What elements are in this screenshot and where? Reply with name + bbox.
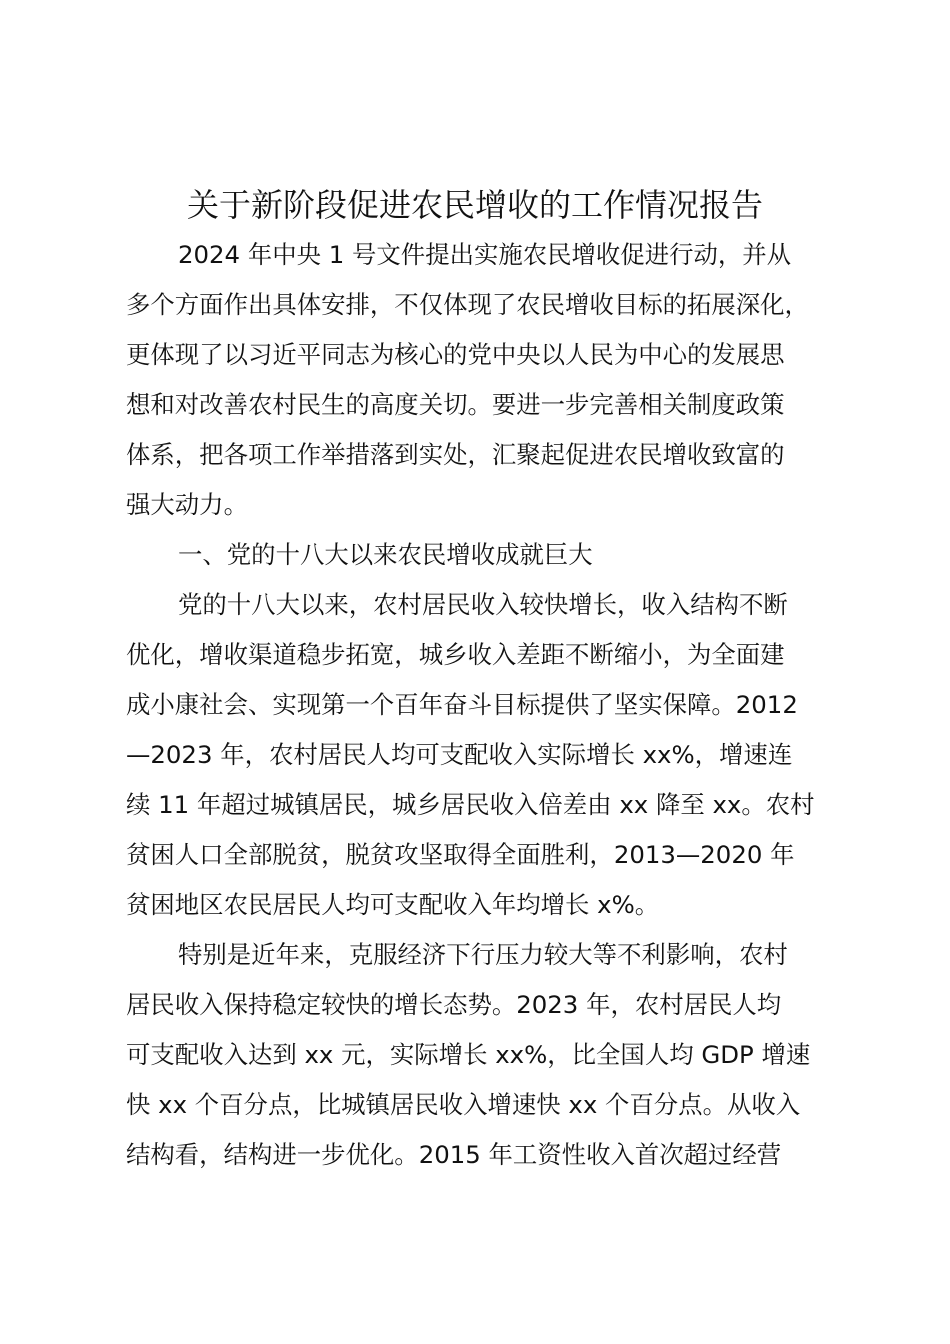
- paragraph-line: —2023 年，农村居民人均可支配收入实际增长 xx%，增速连: [126, 740, 793, 769]
- paragraph-line: 结构看，结构进一步优化。2015 年工资性收入首次超过经营: [126, 1140, 782, 1169]
- paragraph-line: 党的十八大以来，农村居民收入较快增长，收入结构不断: [178, 590, 788, 619]
- paragraph-line: 2024 年中央 1 号文件提出实施农民增收促进行动，并从: [178, 240, 792, 269]
- paragraph-line: 体系，把各项工作举措落到实处，汇聚起促进农民增收致富的: [126, 440, 785, 469]
- paragraph-line: 成小康社会、实现第一个百年奋斗目标提供了坚实保障。2012: [126, 690, 798, 719]
- paragraph-line: 特别是近年来，克服经济下行压力较大等不利影响，农村: [178, 940, 788, 969]
- paragraph-line: 贫困地区农民居民人均可支配收入年均增长 x%。: [126, 890, 660, 919]
- paragraph-line: 可支配收入达到 xx 元，实际增长 xx%，比全国人均 GDP 增速: [126, 1040, 811, 1069]
- paragraph-line: 强大动力。: [126, 490, 248, 519]
- paragraph-line: 想和对改善农村民生的高度关切。要进一步完善相关制度政策: [126, 390, 785, 419]
- paragraph-line: 更体现了以习近平同志为核心的党中央以人民为中心的发展思: [126, 340, 785, 369]
- document-title: 关于新阶段促进农民增收的工作情况报告: [186, 186, 763, 224]
- paragraph-line: 贫困人口全部脱贫，脱贫攻坚取得全面胜利，2013—2020 年: [126, 840, 795, 869]
- paragraph-line: 优化，增收渠道稳步拓宽，城乡收入差距不断缩小，为全面建: [126, 640, 785, 669]
- paragraph-line: 快 xx 个百分点，比城镇居民收入增速快 xx 个百分点。从收入: [126, 1090, 801, 1119]
- paragraph-line: 续 11 年超过城镇居民，城乡居民收入倍差由 xx 降至 xx。农村: [126, 790, 815, 819]
- paragraph-line: 多个方面作出具体安排，不仅体现了农民增收目标的拓展深化，: [126, 290, 809, 319]
- section-heading: 一、党的十八大以来农民增收成就巨大: [178, 540, 593, 569]
- paragraph-line: 居民收入保持稳定较快的增长态势。2023 年，农村居民人均: [126, 990, 782, 1019]
